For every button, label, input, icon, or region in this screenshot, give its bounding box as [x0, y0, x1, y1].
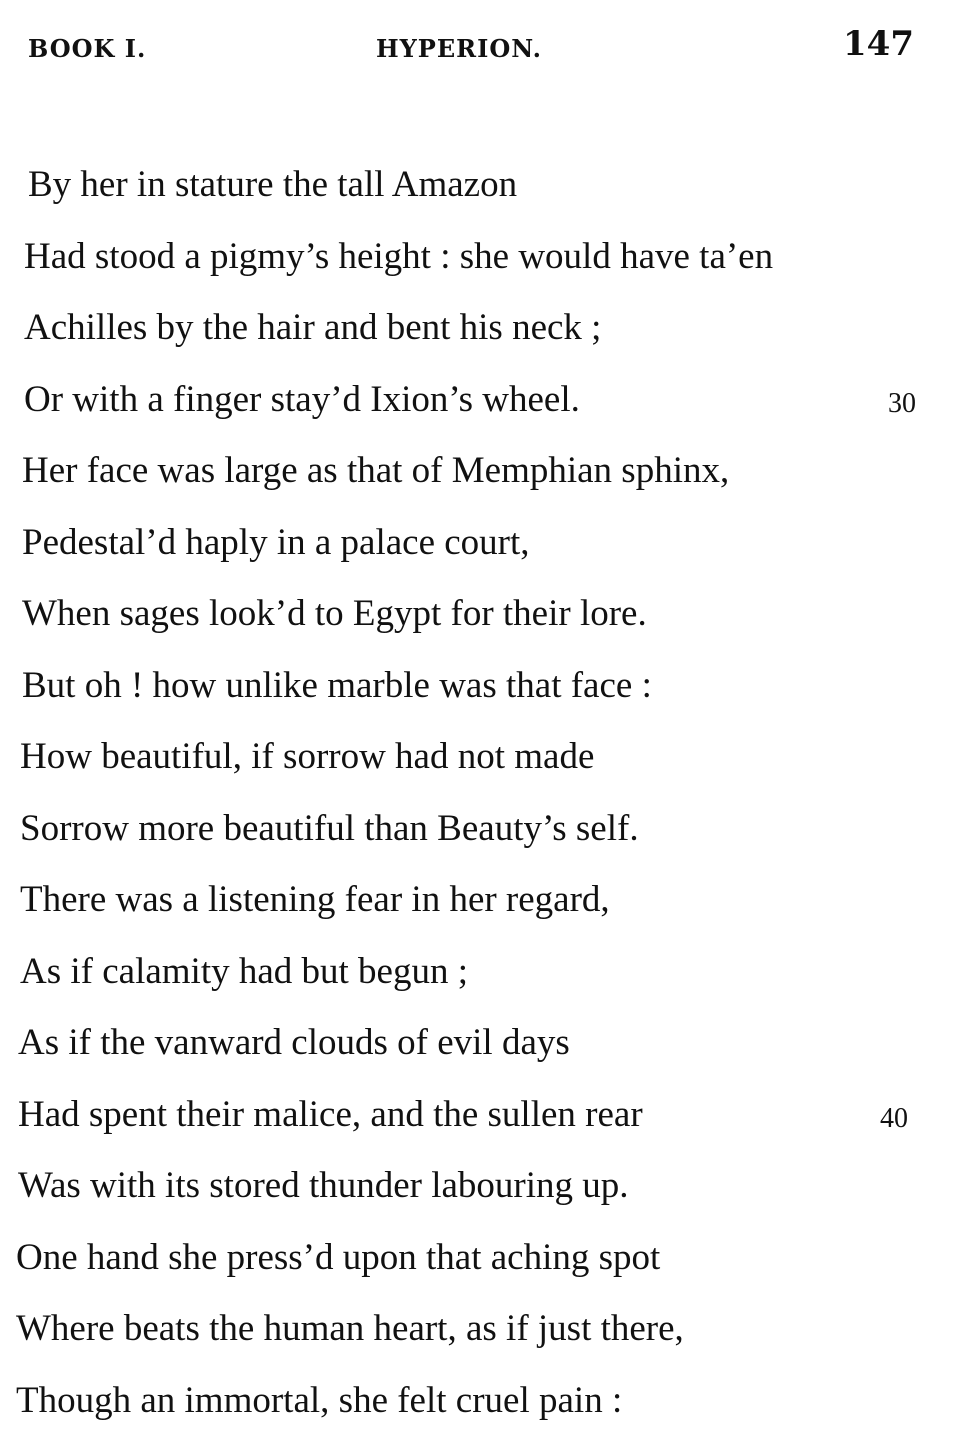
- poem-line: [0, 1304, 954, 1376]
- book-section-label: BOOK I.: [28, 34, 147, 63]
- poem-line-text: Pedestal’d haply in a palace court,: [22, 521, 530, 563]
- poem-line-text: There was a listening fear in her regard,: [20, 879, 610, 920]
- poem-line: [0, 1161, 954, 1233]
- poem-line: [0, 875, 954, 947]
- poem-line: [0, 1233, 954, 1305]
- poem-line-text: By her in stature the tall Amazon: [28, 164, 518, 205]
- poem-line-text: As if the vanward clouds of evil days: [18, 1022, 570, 1063]
- poem-line: [0, 375, 954, 447]
- poem-line: [0, 589, 954, 661]
- poem-line-text: Though an immortal, she felt cruel pain :: [16, 1379, 623, 1421]
- running-title: HYPERION.: [376, 34, 542, 63]
- poem-line: [0, 232, 954, 304]
- poem-line: [0, 947, 954, 1019]
- poem-line-text: How beautiful, if sorrow had not made: [20, 736, 595, 777]
- poem-line: [0, 160, 954, 232]
- poem-line-text: Or with a finger stay’d Ixion’s wheel.: [24, 378, 580, 420]
- poem-line: [0, 732, 954, 804]
- poem-line-text: When sages look’d to Egypt for their lore.: [22, 593, 647, 634]
- poem-line-text: As if calamity had but begun ;: [20, 950, 469, 992]
- poem-line: [0, 303, 954, 375]
- poem-line-text: One hand she press’d upon that aching spot: [16, 1236, 661, 1278]
- poem-line-text: Sorrow more beautiful than Beauty’s self.: [20, 807, 639, 849]
- poem-line: [0, 1376, 954, 1448]
- poem-line: [0, 661, 954, 733]
- poem-line: [0, 804, 954, 876]
- poem-line-text: Achilles by the hair and bent his neck ;: [24, 307, 602, 348]
- poem-body: [0, 160, 954, 1447]
- poem-line-text: Her face was large as that of Memphian sphinx,: [22, 450, 730, 491]
- poem-line-text: Where beats the human heart, as if just there,: [16, 1308, 684, 1349]
- poem-line: [0, 518, 954, 590]
- poem-line: [0, 446, 954, 518]
- poem-line: [0, 1090, 954, 1162]
- poem-line-text: Was with its stored thunder labouring up.: [18, 1165, 629, 1206]
- poem-line-text: But oh ! how unlike marble was that face :: [22, 664, 652, 706]
- line-number: 40: [880, 1102, 908, 1134]
- poem-line-text: Had spent their malice, and the sullen rear: [18, 1093, 643, 1135]
- line-number: 30: [888, 387, 916, 419]
- page-number: 147: [843, 24, 914, 64]
- poem-line-text: Had stood a pigmy’s height : she would have ta’en: [24, 235, 774, 277]
- poem-line: [0, 1018, 954, 1090]
- running-header: [0, 24, 954, 70]
